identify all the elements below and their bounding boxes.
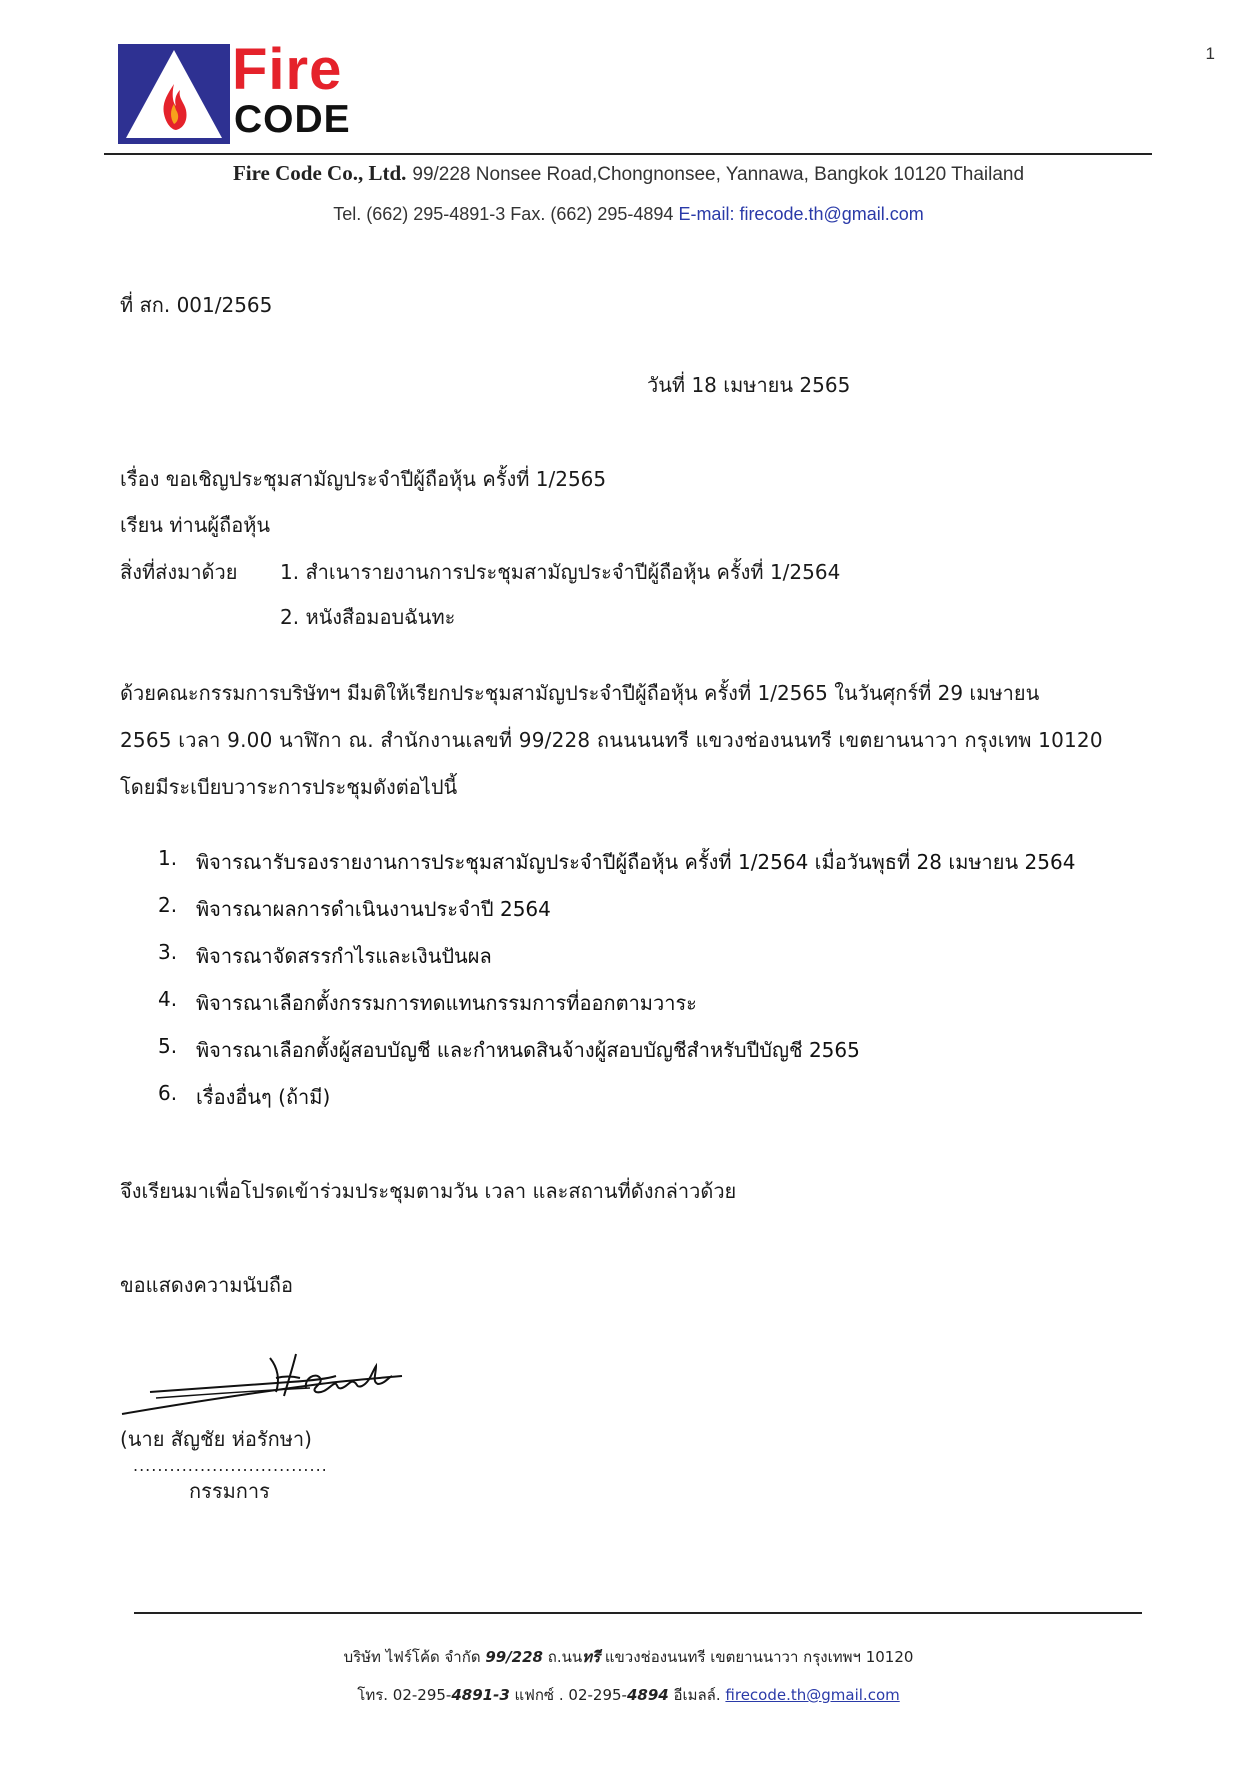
letter-date: วันที่ 18 เมษายน 2565 <box>647 373 851 397</box>
logo-wordmark-code: CODE <box>234 98 351 141</box>
letter-subject: เรื่อง ขอเชิญประชุมสามัญประจำปีผู้ถือหุ้น ครั้งที่ 1/2565 <box>120 467 607 491</box>
agenda-item <box>158 987 1075 1034</box>
agenda-number: 1. <box>158 846 178 870</box>
agenda-item <box>158 846 1075 893</box>
enclosure-label: สิ่งที่ส่งมาด้วย <box>120 560 238 584</box>
agenda-text: พิจารณาผลการดำเนินงานประจำปี 2564 <box>196 897 551 921</box>
footer-address-line <box>0 1645 1257 1669</box>
page-number: 1 <box>1205 44 1215 63</box>
agenda-list <box>158 846 1075 1128</box>
agenda-number: 3. <box>158 940 178 964</box>
body-paragraph-line: 2565 เวลา 9.00 นาฬิกา ณ. สำนักงานเลขที่ 99/228 ถนนนนทรี แขวงช่องนนทรี เขตยานนาวา กรุงเทพ 10120 <box>120 728 1103 752</box>
signature-dots: ................................ <box>133 1456 328 1475</box>
letterhead-address-line <box>0 161 1257 186</box>
header-rule <box>104 153 1152 155</box>
footer-road-suffix: ทรี <box>582 1648 601 1666</box>
company-phone-fax: Tel. (662) 295-4891-3 Fax. (662) 295-4894 <box>333 204 674 224</box>
closing-sentence: จึงเรียนมาเพื่อโปรดเข้าร่วมประชุมตามวัน เวลา และสถานที่ดังกล่าวด้วย <box>120 1179 737 1203</box>
body-paragraph-line: ด้วยคณะกรรมการบริษัทฯ มีมติให้เรียกประชุมสามัญประจำปีผู้ถือหุ้น ครั้งที่ 1/2565 ในวันศุกร์ที่ 29 เมษายน <box>120 681 1040 705</box>
agenda-text: เรื่องอื่นๆ (ถ้ามี) <box>196 1085 331 1109</box>
agenda-item <box>158 940 1075 987</box>
agenda-item <box>158 1081 1075 1128</box>
agenda-text: พิจารณาเลือกตั้งกรรมการทดแทนกรรมการที่ออกตามวาระ <box>196 991 697 1015</box>
footer-rule <box>134 1612 1142 1614</box>
footer-email-label: อีเมลล์. <box>668 1686 726 1704</box>
flame-triangle-icon <box>118 44 230 144</box>
footer-company: บริษัท ไฟร์โค้ด จำกัด <box>343 1648 486 1666</box>
footer-fax-suffix: 4894 <box>626 1686 669 1704</box>
complimentary-close: ขอแสดงความนับถือ <box>120 1273 294 1297</box>
enclosure-item: 2. หนังสือมอบฉันทะ <box>280 605 456 629</box>
company-logo <box>118 37 374 144</box>
agenda-number: 4. <box>158 987 178 1011</box>
body-paragraph-line: โดยมีระเบียบวาระการประชุมดังต่อไปนี้ <box>120 775 458 799</box>
agenda-number: 2. <box>158 893 178 917</box>
signatory-position: กรรมการ <box>189 1479 270 1503</box>
agenda-text: พิจารณาจัดสรรกำไรและเงินปันผล <box>196 944 492 968</box>
agenda-text: พิจารณาเลือกตั้งผู้สอบบัญชี และกำหนดสินจ้างผู้สอบบัญชีสำหรับปีบัญชี 2565 <box>196 1038 860 1062</box>
agenda-item <box>158 893 1075 940</box>
letter-recipient: เรียน ท่านผู้ถือหุ้น <box>120 513 271 537</box>
logo-wordmark-fire: Fire <box>232 37 343 102</box>
signatory-name: (นาย สัญชัย ห่อรักษา) <box>120 1427 312 1451</box>
company-name: Fire Code Co., Ltd. <box>232 161 407 185</box>
enclosure-item: 1. สำเนารายงานการประชุมสามัญประจำปีผู้ถือหุ้น ครั้งที่ 1/2564 <box>280 560 841 584</box>
footer-district: แขวงช่องนนทรี เขตยานนาวา กรุงเทพฯ 10120 <box>600 1648 914 1666</box>
footer-phone-suffix: 4891-3 <box>451 1686 510 1704</box>
footer-phone-prefix: โทร. 02-295- <box>357 1686 452 1704</box>
footer-email-link[interactable]: firecode.th@gmail.com <box>725 1686 900 1704</box>
footer-road-prefix: ถ.นน <box>543 1648 583 1666</box>
handwritten-signature <box>120 1348 410 1428</box>
agenda-item <box>158 1034 1075 1081</box>
reference-number: ที่ สก. 001/2565 <box>120 293 273 317</box>
company-address: 99/228 Nonsee Road,Chongnonsee, Yannawa, Bangkok 10120 Thailand <box>412 164 1025 185</box>
letterhead-contact-line <box>0 204 1257 225</box>
footer-fax-prefix: แฟกซ์ . 02-295- <box>509 1686 627 1704</box>
company-email: E-mail: firecode.th@gmail.com <box>678 204 924 224</box>
agenda-number: 5. <box>158 1034 178 1058</box>
agenda-number: 6. <box>158 1081 178 1105</box>
agenda-text: พิจารณารับรองรายงานการประชุมสามัญประจำปีผู้ถือหุ้น ครั้งที่ 1/2564 เมื่อวันพุธที่ 28 เมษายน 2564 <box>196 850 1076 874</box>
footer-contact-line <box>0 1683 1257 1707</box>
footer-house-number: 99/228 <box>485 1648 543 1666</box>
